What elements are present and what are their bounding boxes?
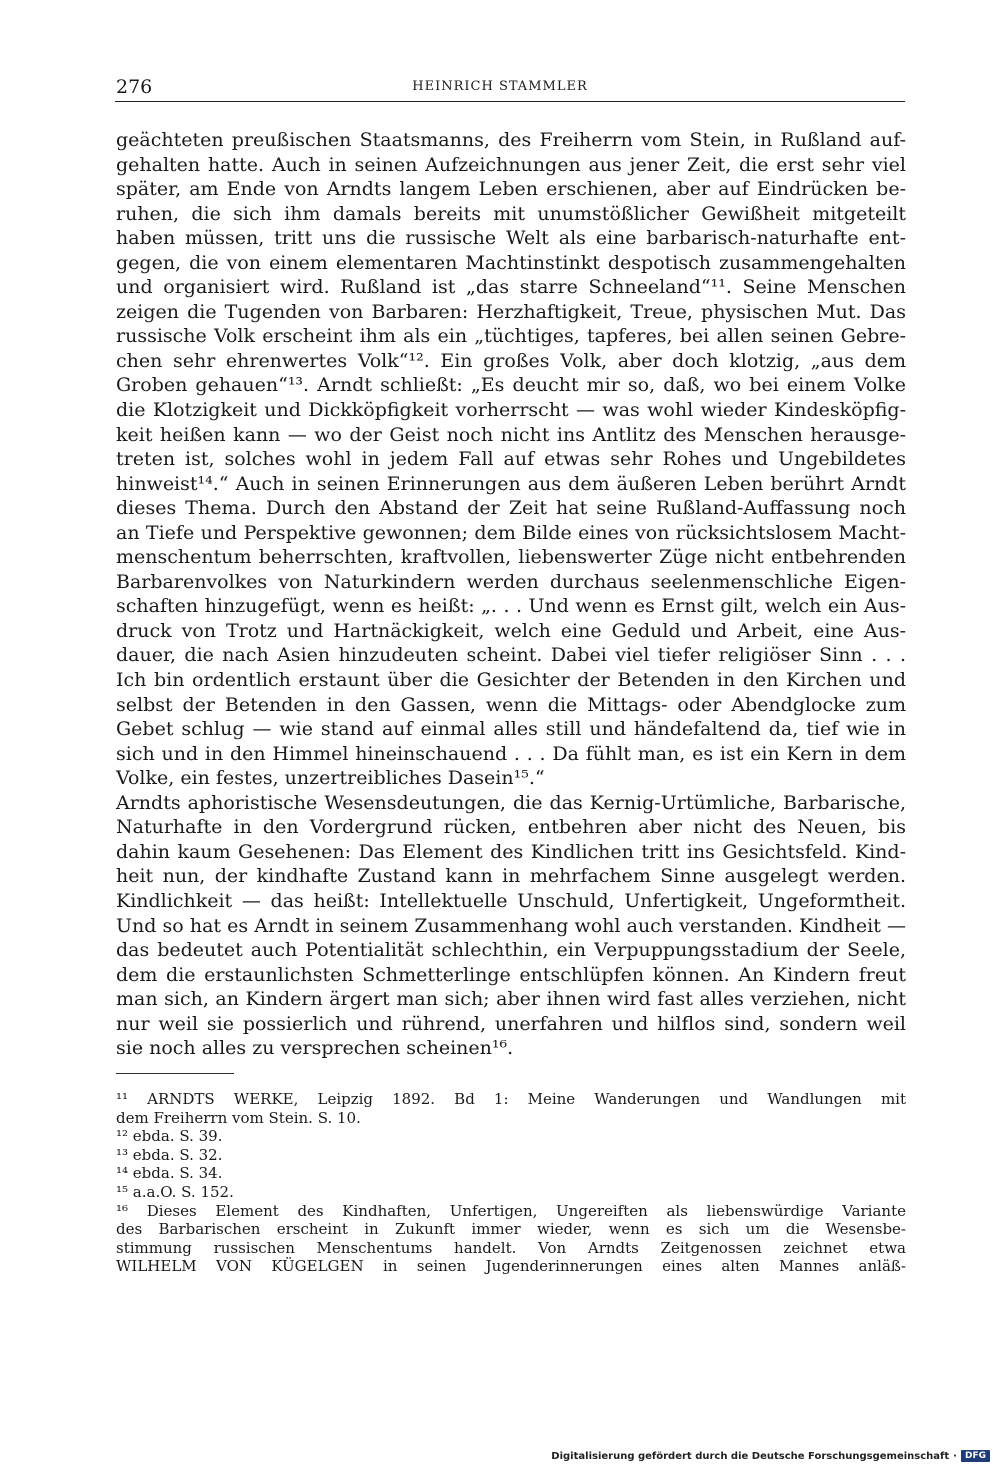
body-line: Naturhafte in den Vordergrund rücken, entbehren aber nicht des Neuen, bis	[116, 816, 906, 839]
footnote-line: ¹² ebda. S. 39.	[116, 1127, 223, 1146]
body-line: geächteten preußischen Staatsmanns, des Freiherrn vom Stein, in Rußland auf-	[116, 129, 906, 151]
footer-separator: ·	[953, 1450, 957, 1462]
body-line: zeigen die Tugenden von Barbaren: Herzhaftigkeit, Treue, physischen Mut. Das	[116, 300, 906, 323]
body-line: ruhen, die sich ihm damals bereits mit unumstößlicher Gewißheit mitgeteilt	[116, 202, 906, 225]
body-line: sich und in den Himmel hineinschauend . . . Da fühlt man, es ist ein Kern in dem	[116, 742, 906, 765]
dfg-logo: DFG	[961, 1450, 990, 1462]
footer	[551, 1450, 990, 1462]
body-text	[116, 128, 906, 1061]
footnote-rule	[116, 1073, 234, 1074]
footnote-line: ¹⁴ ebda. S. 34.	[116, 1164, 223, 1183]
body-line: chen sehr ehrenwertes Volk“¹². Ein großes Volk, aber doch klotzig, „aus dem	[116, 349, 906, 372]
body-line: schaften hinzugefügt, wenn es heißt: „. . . Und wenn es Ernst gilt, welch ein Aus-	[116, 595, 906, 618]
footnote-line: WILHELM VON KÜGELGEN in seinen Jugenderinnerungen eines alten Mannes anläß-	[116, 1257, 906, 1276]
body-line: nur weil sie possierlich und rührend, unerfahren und hilflos sind, sondern weil	[116, 1012, 906, 1035]
running-head: HEINRICH STAMMLER	[412, 79, 588, 94]
body-line: dieses Thema. Durch den Abstand der Zeit hat seine Rußland-Auffassung noch	[116, 497, 906, 520]
body-line: gehalten hatte. Auch in seinen Aufzeichnungen aus jener Zeit, die erst sehr viel	[116, 153, 906, 176]
body-line: Ich bin ordentlich erstaunt über die Gesichter der Betenden in den Kirchen und	[116, 669, 906, 692]
body-line: druck von Trotz und Hartnäckigkeit, welch eine Geduld und Arbeit, eine Aus-	[116, 619, 906, 642]
body-line: Kindlichkeit — das heißt: Intellektuelle Unschuld, Unfertigkeit, Ungeformtheit.	[116, 889, 906, 912]
page-number: 276	[116, 76, 153, 98]
body-line: die Klotzigkeit und Dickköpfigkeit vorherrscht — was wohl wieder Kindesköpfig-	[116, 399, 906, 422]
body-line: gegen, die von einem elementaren Machtinstinkt despotisch zusammengehalten	[116, 251, 906, 274]
body-line: Groben gehauen“¹³. Arndt schließt: „Es deucht mir so, daß, wo bei einem Volke	[116, 374, 906, 397]
body-line: dem die erstaunlichsten Schmetterlinge entschlüpfen können. An Kindern freut	[116, 963, 906, 986]
body-line: treten ist, solches wohl in jedem Fall auf etwas sehr Rohes und Ungebildetes	[116, 448, 906, 471]
header-rule	[115, 101, 905, 102]
footnotes	[116, 1090, 906, 1276]
body-line: Volke, ein festes, unzertreibliches Dasein¹⁵.“	[116, 767, 545, 790]
body-line: hinweist¹⁴.“ Auch in seinen Erinnerungen aus dem äußeren Leben berührt Arndt	[116, 472, 906, 495]
body-line: Gebet schlug — wie stand auf einmal alles still und händefaltend da, tief wie in	[116, 718, 906, 741]
body-line: Und so hat es Arndt in seinem Zusammenhang wohl auch verstanden. Kindheit —	[116, 914, 906, 937]
body-line: keit heißen kann — wo der Geist noch nicht ins Antlitz des Menschen herausge-	[116, 423, 906, 446]
footer-credit: Digitalisierung gefördert durch die Deutsche Forschungsgemeinschaft	[551, 1450, 950, 1462]
body-line: sie noch alles zu versprechen scheinen¹⁶.	[116, 1037, 514, 1060]
footnote-line: stimmung russischen Menschentums handelt. Von Arndts Zeitgenossen zeichnet etwa	[116, 1238, 906, 1257]
body-line: an Tiefe und Perspektive gewonnen; dem Bilde eines von rücksichtslosem Macht-	[116, 521, 906, 544]
body-line: Barbarenvolkes von Naturkindern werden durchaus seelenmenschliche Eigen-	[116, 570, 906, 593]
body-line: dauer, die nach Asien hinzudeuten scheint. Dabei viel tiefer religiöser Sinn . . .	[116, 644, 906, 667]
body-line: selbst der Betenden in den Gassen, wenn die Mittags- oder Abendglocke zum	[116, 693, 906, 716]
body-line: russische Volk erscheint ihm als ein „tüchtiges, tapferes, bei allen seinen Gebre-	[116, 325, 906, 348]
body-line: Arndts aphoristische Wesensdeutungen, die das Kernig-Urtümliche, Barbarische,	[116, 791, 906, 814]
footnote-line: ¹⁵ a.a.O. S. 152.	[116, 1182, 234, 1201]
body-line: und organisiert wird. Rußland ist „das starre Schneeland“¹¹. Seine Menschen	[116, 276, 906, 299]
footnote-line: des Barbarischen erscheint in Zukunft immer wieder, wenn es sich um die Wesensbe-	[116, 1220, 906, 1239]
body-line: man sich, an Kindern ärgert man sich; aber ihnen wird fast alles verziehen, nicht	[116, 988, 906, 1011]
body-line: haben müssen, tritt uns die russische Welt als eine barbarisch-naturhafte ent-	[116, 227, 906, 250]
footnote-line: ¹¹ ARNDTS WERKE, Leipzig 1892. Bd 1: Meine Wanderungen und Wandlungen mit	[116, 1090, 906, 1108]
footnote-line: ¹⁶ Dieses Element des Kindhaften, Unfertigen, Ungereiften als liebenswürdige Variante	[116, 1201, 906, 1220]
body-line: dahin kaum Gesehenen: Das Element des Kindlichen tritt ins Gesichtsfeld. Kind-	[116, 840, 906, 863]
body-line: das bedeutet auch Potentialität schlechthin, ein Verpuppungsstadium der Seele,	[116, 939, 906, 962]
footnote-line: ¹³ ebda. S. 32.	[116, 1145, 223, 1164]
footnote-line: dem Freiherrn vom Stein. S. 10.	[116, 1108, 361, 1127]
body-line: heit nun, der kindhafte Zustand kann in mehrfachem Sinne ausgelegt werden.	[116, 865, 906, 888]
body-line: menschentum beherrschten, kraftvollen, liebenswerter Züge nicht entbehrenden	[116, 546, 906, 569]
body-line: später, am Ende von Arndts langem Leben erschienen, aber auf Eindrücken be-	[116, 178, 906, 201]
